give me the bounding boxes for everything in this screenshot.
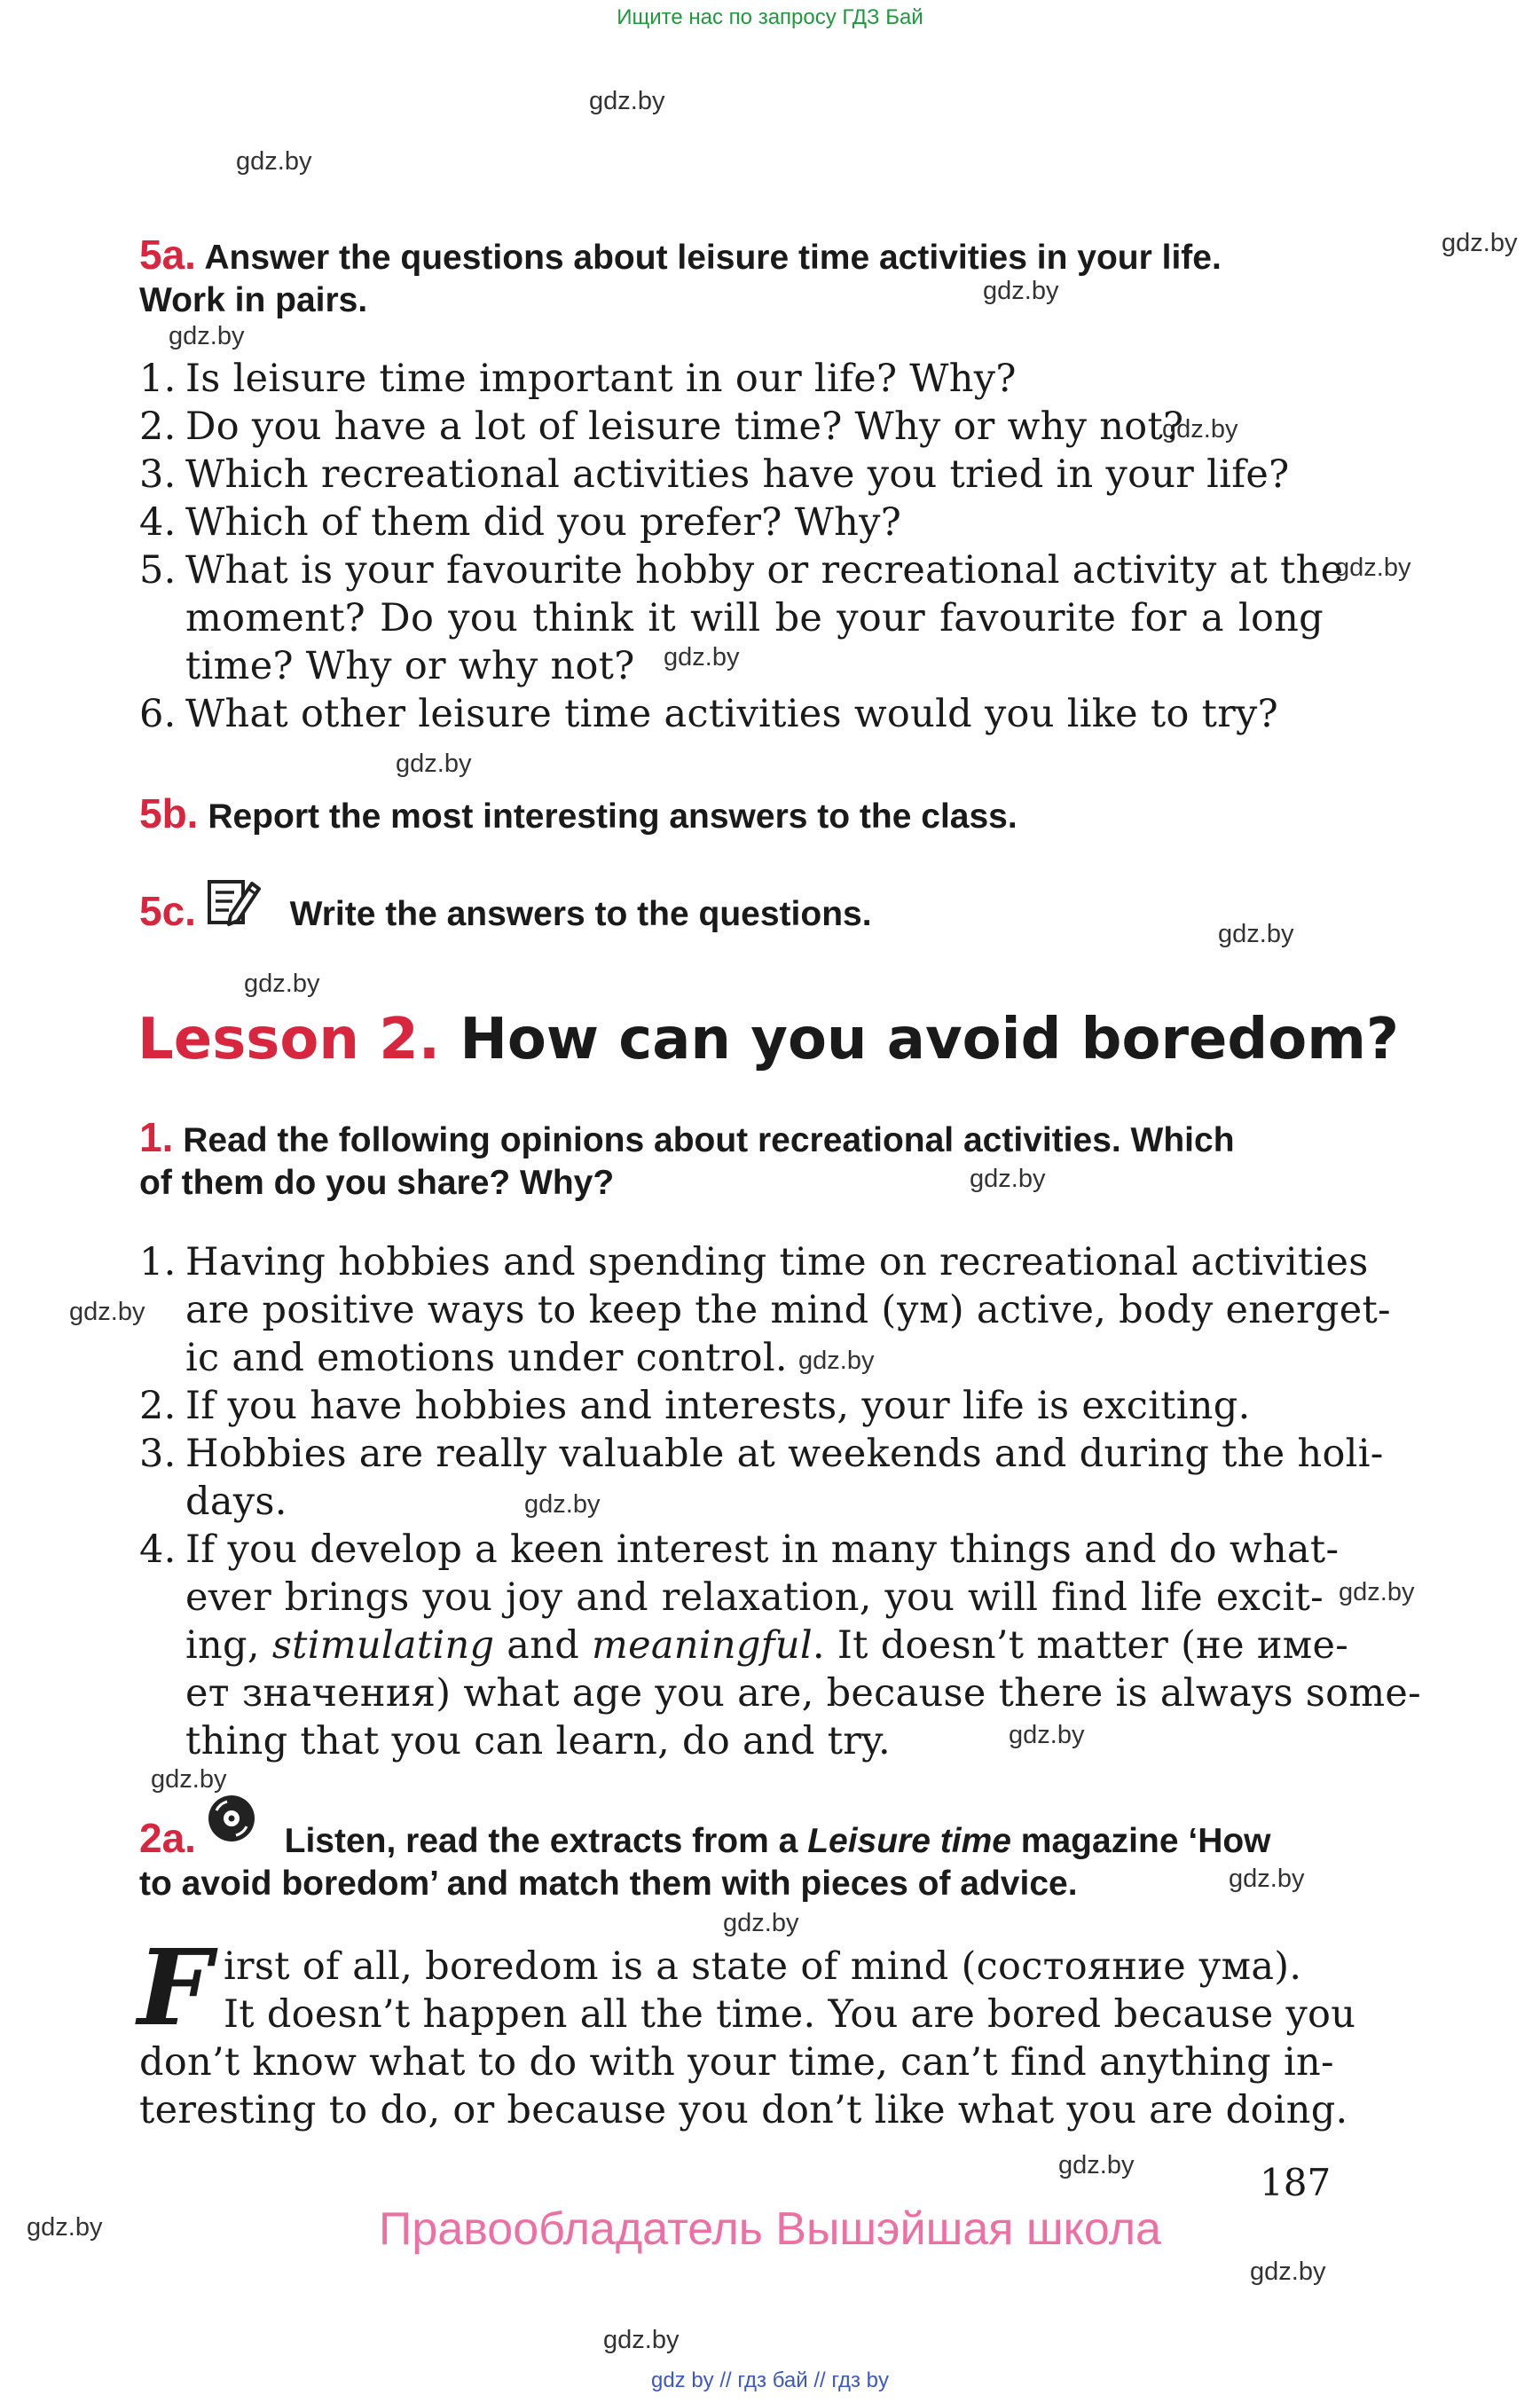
watermark: gdz.by [236, 147, 312, 176]
lesson-label: Lesson 2. [138, 1007, 441, 1072]
italic-term: stimulating [271, 1623, 495, 1668]
item-text-continued: are positive ways to keep the mind (ум) active, body energet- [185, 1288, 1391, 1332]
item-text: Having hobbies and spending time on recreational activities [185, 1240, 1369, 1284]
item-text: Hobbies are really valuable at weekends and during the holi- [185, 1432, 1384, 1476]
watermark: gdz.by [1442, 229, 1518, 257]
task-number: 5c. [139, 888, 196, 934]
watermark: gdz.by [1229, 1865, 1305, 1893]
item-number: 1. [139, 357, 177, 401]
task-number: 2a. [139, 1815, 196, 1861]
watermark: gdz.by [664, 643, 740, 671]
magazine-title: Leisure time [807, 1822, 1011, 1860]
watermark: gdz.by [1009, 1721, 1085, 1749]
task-instruction: to avoid boredom’ and match them with pieces of advice. [139, 1865, 1078, 1903]
bottom-links[interactable]: gdz by // гдз бай // гдз by [650, 2368, 890, 2392]
task-number: 1. [139, 1114, 174, 1160]
item-text-continued: moment? Do you think it will be your favourite for a long [185, 596, 1324, 640]
task-number: 5a. [139, 232, 196, 278]
lesson-heading: How can you avoid boredom? [460, 1007, 1399, 1072]
item-text: If you have hobbies and interests, your life is exciting. [185, 1384, 1251, 1428]
item-number: 2. [139, 404, 177, 449]
task-5a-heading [139, 232, 1222, 280]
item-text-continued: ет значения) what age you are, because there is always some- [185, 1671, 1422, 1716]
item-text-continued: time? Why or why not? [185, 644, 635, 688]
pen-notebook-icon [206, 876, 261, 928]
item-text-continued: ever brings you joy and relaxation, you will find life excit- [185, 1575, 1324, 1620]
task-5b-heading [139, 791, 1018, 839]
watermark: gdz.by [723, 1909, 799, 1937]
watermark: gdz.by [1218, 920, 1294, 948]
extract-text: It doesn’t happen all the time. You are bored because you [224, 1992, 1356, 2037]
task-instruction: Report the most interesting answers to the class. [208, 797, 1018, 836]
task-1-heading [139, 1115, 1235, 1163]
watermark: gdz.by [169, 322, 245, 350]
extract-text: teresting to do, or because you don’t like what you are doing. [139, 2088, 1348, 2132]
list-item [139, 546, 1343, 594]
watermark: gdz.by [1058, 2151, 1135, 2179]
list-item [139, 403, 1183, 451]
item-number: 1. [139, 1240, 177, 1284]
drop-cap: F [138, 1926, 212, 2049]
watermark: gdz.by [603, 2326, 680, 2354]
list-item [139, 1526, 1339, 1574]
watermark: gdz.by [798, 1347, 875, 1375]
copyright-notice: Правообладатель Вышэйшая школа [379, 2203, 1161, 2255]
watermark: gdz.by [27, 2213, 103, 2242]
item-number: 2. [139, 1384, 177, 1428]
item-text-continued: ic and emotions under control. [185, 1336, 788, 1380]
watermark: gdz.by [396, 750, 472, 778]
watermark: gdz.by [1250, 2258, 1326, 2286]
item-text: What other leisure time activities would you like to try? [185, 692, 1278, 736]
list-item [139, 690, 1278, 738]
task-number: 5b. [139, 790, 199, 836]
list-item [139, 1238, 1369, 1286]
watermark: gdz.by [151, 1765, 227, 1794]
watermark: gdz.by [69, 1298, 145, 1326]
watermark: gdz.by [970, 1165, 1046, 1193]
item-number: 3. [139, 1432, 177, 1476]
task-instruction: Read the following opinions about recreational activities. Which [183, 1121, 1235, 1159]
item-text: Do you have a lot of leisure time? Why or why not? [185, 404, 1184, 449]
watermark: gdz.by [1339, 1578, 1415, 1606]
task-instruction: Answer the questions about leisure time activities in your life. [204, 239, 1222, 277]
extract-text: irst of all, boredom is a state of mind (состояние ума). [224, 1944, 1302, 1989]
task-instruction: Write the answers to the questions. [289, 895, 872, 933]
item-text: What is your favourite hobby or recreational activity at the [185, 548, 1344, 593]
extract-text: don’t know what to do with your time, can’t find anything in- [139, 2040, 1334, 2085]
item-number: 6. [139, 692, 177, 736]
item-text: Which recreational activities have you tried in your life? [185, 452, 1290, 497]
task-instruction: Listen, read the extracts from a [284, 1822, 808, 1860]
task-instruction: of them do you share? Why? [139, 1164, 615, 1202]
task-2a-heading: 2a. Listen, read the extracts from a Leisure time magazine ‘How [139, 1815, 1271, 1861]
list-item [139, 499, 901, 546]
lesson-title [138, 1007, 1399, 1072]
watermark: gdz.by [524, 1490, 601, 1519]
audio-cd-icon [206, 1793, 257, 1844]
list-item [139, 451, 1290, 499]
item-text-continued: days. [185, 1480, 287, 1524]
watermark: gdz.by [1335, 554, 1411, 582]
watermark: gdz.by [983, 277, 1059, 305]
item-number: 5. [139, 548, 177, 593]
watermark: gdz.by [1162, 415, 1238, 444]
list-item [139, 355, 1017, 403]
item-text-continued: ing, stimulating and meaningful. It doesn’t matter (не име- [185, 1623, 1349, 1668]
top-search-link[interactable]: Ищите нас по запросу ГДЗ Бай [617, 5, 923, 29]
item-text: If you develop a keen interest in many things and do what- [185, 1527, 1340, 1572]
watermark: gdz.by [589, 87, 665, 115]
watermark: gdz.by [244, 970, 320, 998]
item-text-continued: thing that you can learn, do and try. [185, 1719, 892, 1763]
italic-term: meaningful [592, 1623, 813, 1668]
task-instruction: Work in pairs. [139, 281, 368, 319]
item-number: 4. [139, 500, 177, 545]
item-number: 4. [139, 1527, 177, 1572]
list-item [139, 1430, 1384, 1478]
list-item [139, 1382, 1251, 1430]
item-text: Which of them did you prefer? Why? [185, 500, 902, 545]
item-number: 3. [139, 452, 177, 497]
item-text: Is leisure time important in our life? Why? [185, 357, 1017, 401]
page-number: 187 [1260, 2161, 1332, 2204]
